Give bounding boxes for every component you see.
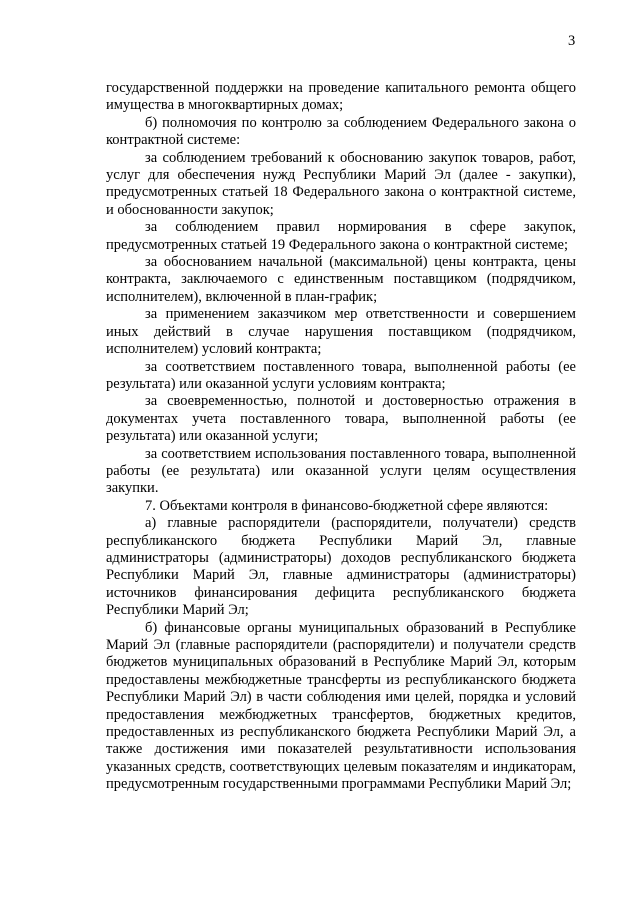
paragraph: за обоснованием начальной (максимальной) цены контракта, цены контракта, заключаемого с единственным поставщиком (подрядчиком, исполнителем), включенной в план-график; bbox=[106, 254, 576, 305]
paragraph: 7. Объектами контроля в финансово-бюджетной сфере являются: bbox=[145, 497, 549, 514]
paragraph: за соответствием использования поставленного товара, выполненной работы (ее результата) или оказанной услуги целям осуществления закупки. bbox=[106, 445, 576, 497]
paragraph: за своевременностью, полнотой и достоверностью отражения в документах учета поставленного товара, выполненной работы (ее результата) или оказанной услуги; bbox=[106, 393, 576, 445]
paragraph: а) главные распорядители (распорядители, получатели) средств республиканского бюджета Республики Марий Эл, главные администраторы (администраторы) доходов республиканского бюджета Республики Марий Эл, главные администраторы (администраторы) источников финансирования дефицита республиканского бюджета Республики Марий Эл; bbox=[106, 515, 576, 619]
paragraph: за применением заказчиком мер ответственности и совершением иных действий в случае нарушения поставщиком (подрядчиком, исполнителем) условий контракта; bbox=[106, 306, 576, 358]
paragraph: за соответствием поставленного товара, выполненной работы (ее результата) или оказанной услуги условиям контракта; bbox=[106, 358, 576, 392]
paragraph: государственной поддержки на проведение капитального ремонта общего имущества в многоквартирных домах; bbox=[106, 80, 576, 114]
paragraph: б) полномочия по контролю за соблюдением Федерального закона о контрактной системе: bbox=[106, 114, 576, 149]
document-body bbox=[106, 80, 576, 794]
paragraph: за соблюдением правил нормирования в сфере закупок, предусмотренных статьей 19 Федерального закона о контрактной системе; bbox=[106, 219, 576, 253]
paragraph: б) финансовые органы муниципальных образований в Республике Марий Эл (главные распорядители (распорядители) и получатели средств бюджетов муниципальных образований в Республике Марий Эл, которым предоставлены межбюджетные трансферты из республиканского бюджета Республики Марий Эл) в части соблюдения ими целей, порядка и условий предоставления межбюджетных трансфертов, бюджетных кредитов, предоставленных из республиканского бюджета Республики Марий Эл, а также достижения ими показателей результативности использования указанных средств, соответствующих целевым показателям и индикаторам, предусмотренным государственными программами Республики Марий Эл; bbox=[106, 619, 576, 793]
paragraph: за соблюдением требований к обоснованию закупок товаров, работ, услуг для обеспечения нужд Республики Марий Эл (далее - закупки), предусмотренных статьей 18 Федерального закона о контрактной системе, и обоснованности закупок; bbox=[106, 149, 576, 218]
page-number: 3 bbox=[568, 33, 576, 49]
